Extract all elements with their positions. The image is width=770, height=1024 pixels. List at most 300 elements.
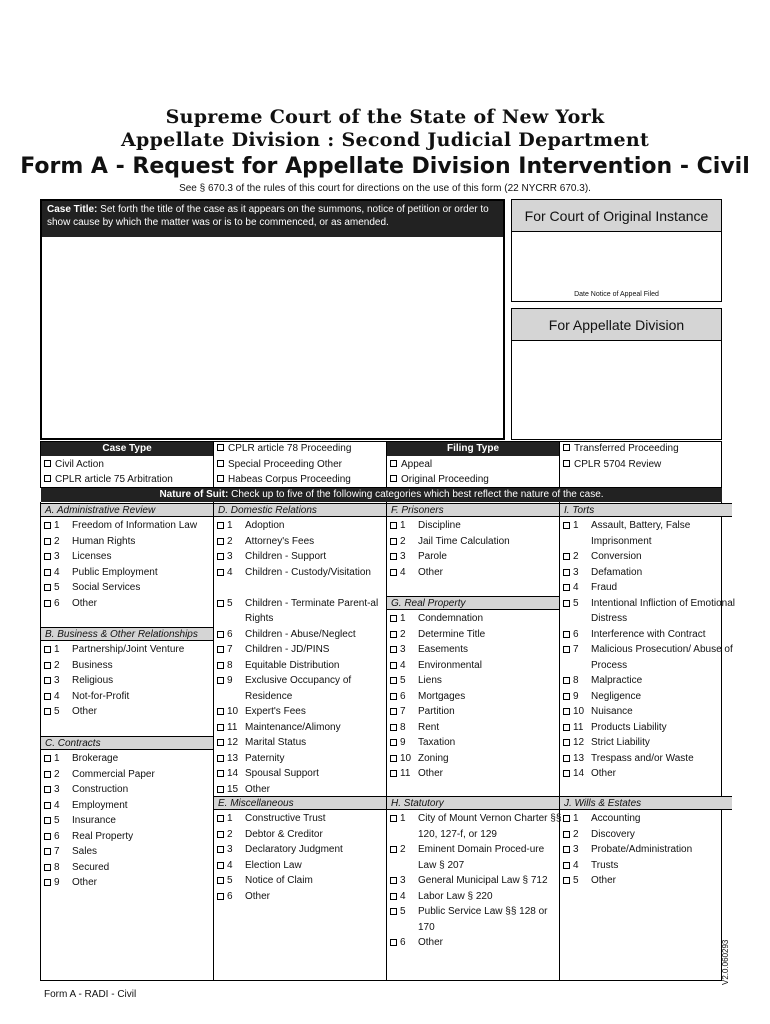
item-label: Taxation	[418, 737, 456, 748]
section-c-item-4[interactable]	[44, 798, 212, 814]
item-number: 8	[227, 659, 233, 671]
checkbox[interactable]	[563, 646, 570, 653]
item-label: Children - Abuse/Neglect	[245, 628, 356, 640]
item-label: Spousal Support	[245, 768, 319, 779]
section-d-item-1[interactable]	[217, 518, 385, 534]
section-header-a: A. Administrative Review	[41, 503, 213, 517]
item-number: 1	[54, 520, 60, 531]
checkbox[interactable]	[563, 831, 570, 838]
section-j-item-2[interactable]	[563, 827, 731, 843]
item-number: 2	[54, 768, 60, 780]
checkbox[interactable]	[44, 864, 51, 871]
case-type-habeas-corpus[interactable]: Habeas Corpus Proceeding	[217, 472, 351, 487]
checkbox[interactable]	[563, 708, 570, 715]
item-label: Strict Liability	[591, 737, 650, 748]
section-h-item-5[interactable]	[390, 904, 558, 935]
section-d-item-9[interactable]	[217, 673, 385, 704]
item-number: 14	[227, 768, 239, 779]
item-label: Zoning	[418, 752, 449, 764]
item-label: Maintenance/Alimony	[245, 721, 341, 733]
item-number: 5	[400, 675, 406, 686]
checkbox[interactable]	[217, 786, 224, 793]
section-c-item-6[interactable]	[44, 829, 212, 845]
section-d-item-8[interactable]	[217, 658, 385, 674]
section-i-item-10[interactable]	[563, 704, 731, 720]
checkbox[interactable]	[217, 724, 224, 731]
section-h-item-4[interactable]	[390, 889, 558, 905]
item-label: Defamation	[591, 566, 643, 578]
checkbox[interactable]	[390, 770, 397, 777]
checkbox[interactable]	[563, 460, 570, 467]
section-j-item-5[interactable]	[563, 873, 731, 889]
section-header-g: G. Real Property	[387, 596, 559, 610]
item-number: 12	[573, 737, 585, 748]
section-f-item-2[interactable]	[390, 534, 558, 550]
item-label: Intentional Infliction of Emotional Distress	[591, 597, 735, 624]
item-number: 4	[400, 890, 406, 902]
checkbox[interactable]	[563, 444, 570, 451]
section-b-item-5[interactable]	[44, 704, 212, 720]
checkbox[interactable]	[563, 631, 570, 638]
checkbox[interactable]	[217, 677, 224, 684]
checkbox[interactable]	[44, 677, 51, 684]
court-original-instance-title: For Court of Original Instance	[512, 200, 721, 232]
section-header-c: C. Contracts	[41, 736, 213, 750]
item-label: Malicious Prosecution/ Abuse of Process	[591, 644, 733, 671]
item-label: Other	[591, 875, 617, 886]
item-label: Exclusive Occupancy of Residence	[245, 675, 352, 702]
checkbox[interactable]	[390, 908, 397, 915]
section-d-item-2[interactable]	[217, 534, 385, 550]
checkbox[interactable]	[390, 631, 397, 638]
checkbox[interactable]	[563, 770, 570, 777]
checkbox[interactable]	[563, 600, 570, 607]
checkbox[interactable]	[390, 893, 397, 900]
section-a-item-1[interactable]	[44, 518, 212, 534]
item-label: Construction	[72, 784, 129, 795]
checkbox[interactable]	[563, 846, 570, 853]
checkbox[interactable]	[44, 755, 51, 762]
section-j-item-4[interactable]	[563, 858, 731, 874]
section-c-item-3[interactable]	[44, 782, 212, 798]
section-d-item-3[interactable]	[217, 549, 385, 565]
item-number: 14	[573, 768, 585, 779]
section-g-item-7[interactable]	[390, 704, 558, 720]
filing-type-original-proceeding[interactable]: Original Proceeding	[390, 472, 489, 487]
checkbox[interactable]	[217, 708, 224, 715]
checkbox[interactable]	[217, 662, 224, 669]
item-label: Social Services	[72, 582, 141, 593]
item-label: Real Property	[72, 830, 134, 842]
section-d-item-7[interactable]	[217, 642, 385, 658]
item-label: Business	[72, 659, 113, 671]
section-b-item-2[interactable]	[44, 658, 212, 674]
checkbox[interactable]	[217, 600, 224, 607]
item-number: 1	[54, 644, 60, 655]
checkbox[interactable]	[563, 739, 570, 746]
section-e-item-2[interactable]	[217, 827, 385, 843]
item-number: 11	[227, 721, 238, 733]
item-label: Mortgages	[418, 690, 466, 702]
court-original-instance-box	[511, 199, 722, 302]
checkbox[interactable]	[217, 739, 224, 746]
item-number: 10	[573, 706, 585, 717]
checkbox[interactable]	[217, 553, 224, 560]
checkbox[interactable]	[390, 739, 397, 746]
item-number: 2	[400, 844, 406, 855]
section-g-item-8[interactable]	[390, 720, 558, 736]
checkbox[interactable]	[563, 677, 570, 684]
section-d-item-4[interactable]	[217, 565, 385, 596]
checkbox[interactable]	[563, 755, 570, 762]
section-g-item-2[interactable]	[390, 627, 558, 643]
section-g-item-9[interactable]	[390, 735, 558, 751]
section-c-item-5[interactable]	[44, 813, 212, 829]
checkbox[interactable]	[217, 846, 224, 853]
checkbox[interactable]	[44, 600, 51, 607]
checkbox[interactable]	[44, 475, 51, 482]
section-i-item-2[interactable]	[563, 549, 731, 565]
section-g-item-6[interactable]	[390, 689, 558, 705]
section-h-item-2[interactable]	[390, 842, 558, 873]
item-label: Other	[72, 877, 98, 888]
item-number: 7	[573, 644, 579, 655]
section-d-item-11[interactable]	[217, 720, 385, 736]
section-i-item-9[interactable]	[563, 689, 731, 705]
item-label: Jail Time Calculation	[418, 535, 510, 547]
nature-of-suit-header: Nature of Suit: Check up to five of the following categories which best reflect the nature of the case.	[41, 488, 722, 502]
section-i-item-11[interactable]	[563, 720, 731, 736]
item-label: Marital Status	[245, 737, 307, 748]
item-label: Licenses	[72, 551, 112, 562]
section-g-item-5[interactable]	[390, 673, 558, 689]
section-a-item-5[interactable]	[44, 580, 212, 596]
section-i-item-8[interactable]	[563, 673, 731, 689]
checkbox[interactable]	[44, 817, 51, 824]
section-d-item-6[interactable]	[217, 627, 385, 643]
item-label: Insurance	[72, 815, 116, 826]
item-number: 11	[400, 768, 411, 779]
section-header-d: D. Domestic Relations	[214, 503, 386, 517]
item-number: 3	[573, 566, 579, 578]
item-number: 3	[400, 644, 406, 655]
item-number: 3	[400, 875, 406, 886]
item-label: Employment	[72, 799, 128, 811]
checkbox[interactable]	[44, 662, 51, 669]
checkbox[interactable]	[217, 770, 224, 777]
checkbox[interactable]	[390, 815, 397, 822]
item-number: 6	[54, 830, 60, 842]
section-b-item-3[interactable]	[44, 673, 212, 689]
item-label: Probate/Administration	[591, 844, 693, 855]
section-a-item-3[interactable]	[44, 549, 212, 565]
item-number: 7	[54, 846, 60, 857]
item-number: 4	[54, 690, 60, 702]
checkbox[interactable]	[563, 877, 570, 884]
checkbox[interactable]	[563, 553, 570, 560]
item-number: 1	[400, 813, 406, 824]
checkbox[interactable]	[217, 475, 224, 482]
checkbox[interactable]	[217, 831, 224, 838]
section-i-item-7[interactable]	[563, 642, 731, 673]
section-i-item-13[interactable]	[563, 751, 731, 767]
case-type-special-proceeding[interactable]: Special Proceeding Other	[217, 457, 342, 472]
checkbox[interactable]	[563, 862, 570, 869]
checkbox[interactable]	[217, 862, 224, 869]
item-label: City of Mount Vernon Charter §§ 120, 127-f, or 129	[418, 813, 562, 840]
case-type-cplr-78[interactable]: CPLR article 78 Proceeding	[217, 441, 351, 456]
checkbox[interactable]	[44, 833, 51, 840]
case-title-box	[40, 199, 505, 440]
checkbox[interactable]	[217, 646, 224, 653]
section-i-item-4[interactable]	[563, 580, 731, 596]
section-e-item-1[interactable]	[217, 811, 385, 827]
item-label: Trusts	[591, 859, 619, 871]
checkbox[interactable]	[217, 893, 224, 900]
item-number: 10	[227, 706, 239, 717]
checkbox[interactable]	[44, 802, 51, 809]
section-c-item-1[interactable]	[44, 751, 212, 767]
filing-type-appeal[interactable]: Appeal	[390, 457, 432, 472]
section-c-item-9[interactable]	[44, 875, 212, 891]
item-number: 5	[573, 597, 579, 609]
item-label: Condemnation	[418, 613, 484, 624]
checkbox[interactable]	[390, 569, 397, 576]
section-d-item-5[interactable]	[217, 596, 385, 627]
checkbox[interactable]	[390, 877, 397, 884]
item-number: 1	[227, 520, 233, 531]
section-header-j: J. Wills & Estates	[560, 796, 732, 810]
item-number: 2	[573, 828, 579, 840]
item-number: 6	[400, 937, 406, 948]
item-label: Children - Custody/Visitation	[245, 566, 371, 578]
item-label: Constructive Trust	[245, 813, 326, 824]
item-label: Other	[245, 783, 271, 795]
item-label: General Municipal Law § 712	[418, 875, 548, 886]
case-type-civil-action[interactable]: Civil Action	[44, 457, 104, 472]
item-number: 9	[227, 675, 233, 686]
checkbox[interactable]	[44, 646, 51, 653]
checkbox[interactable]	[390, 939, 397, 946]
item-number: 2	[227, 535, 233, 547]
item-number: 1	[227, 813, 233, 824]
checkbox[interactable]	[390, 538, 397, 545]
item-label: Debtor & Creditor	[245, 828, 323, 840]
section-b-item-4[interactable]	[44, 689, 212, 705]
section-e-item-5[interactable]	[217, 873, 385, 889]
item-label: Labor Law § 220	[418, 890, 493, 902]
item-label: Other	[245, 890, 271, 902]
item-label: Discipline	[418, 520, 461, 531]
section-c-item-8[interactable]	[44, 860, 212, 876]
checkbox[interactable]	[390, 553, 397, 560]
checkbox[interactable]	[563, 522, 570, 529]
item-number: 3	[54, 551, 60, 562]
appellate-division-field[interactable]	[512, 341, 721, 439]
checkbox[interactable]	[390, 708, 397, 715]
section-header-b: B. Business & Other Relationships	[41, 627, 213, 641]
checkbox[interactable]	[390, 662, 397, 669]
section-i-item-6[interactable]	[563, 627, 731, 643]
section-header-e: E. Miscellaneous	[214, 796, 386, 810]
checkbox[interactable]	[44, 569, 51, 576]
item-label: Fraud	[591, 582, 618, 593]
item-number: 7	[400, 706, 406, 717]
checkbox[interactable]	[217, 877, 224, 884]
case-type-cplr-75[interactable]: CPLR article 75 Arbitration	[44, 472, 173, 487]
item-number: 2	[400, 628, 406, 640]
section-f-item-1[interactable]	[390, 518, 558, 534]
item-number: 6	[227, 890, 233, 902]
section-d-item-15[interactable]	[217, 782, 385, 798]
item-label: Eminent Domain Proced-ure Law § 207	[418, 844, 545, 871]
section-a-item-6[interactable]	[44, 596, 212, 612]
section-i-item-14[interactable]	[563, 766, 731, 782]
item-number: 2	[227, 828, 233, 840]
item-label: Assault, Battery, False Imprisonment	[591, 520, 691, 547]
section-d-item-12[interactable]	[217, 735, 385, 751]
checkbox[interactable]	[217, 538, 224, 545]
section-c-item-7[interactable]	[44, 844, 212, 860]
court-original-instance-field[interactable]	[512, 232, 721, 282]
form-footer: Form A - RADI - Civil	[44, 989, 137, 1000]
item-number: 1	[54, 753, 60, 764]
section-j-item-1[interactable]	[563, 811, 731, 827]
checkbox[interactable]	[44, 848, 51, 855]
item-number: 4	[573, 582, 579, 593]
checkbox[interactable]	[44, 553, 51, 560]
checkbox[interactable]	[217, 815, 224, 822]
form-version: V2.0.060293	[721, 939, 730, 985]
checkbox[interactable]	[390, 646, 397, 653]
checkbox[interactable]	[390, 677, 397, 684]
item-number: 2	[54, 535, 60, 547]
item-number: 10	[400, 752, 412, 764]
section-g-item-1[interactable]	[390, 611, 558, 627]
section-i-item-3[interactable]	[563, 565, 731, 581]
checkbox[interactable]	[390, 522, 397, 529]
checkbox[interactable]	[217, 631, 224, 638]
section-i-item-12[interactable]	[563, 735, 731, 751]
section-j-item-3[interactable]	[563, 842, 731, 858]
section-i-item-1[interactable]	[563, 518, 731, 549]
checkbox[interactable]	[44, 460, 51, 467]
checkbox[interactable]	[44, 879, 51, 886]
checkbox[interactable]	[563, 693, 570, 700]
section-h-item-3[interactable]	[390, 873, 558, 889]
checkbox[interactable]	[44, 786, 51, 793]
section-f-item-3[interactable]	[390, 549, 558, 565]
item-number: 5	[227, 597, 233, 609]
filing-type-cplr-5704[interactable]: CPLR 5704 Review	[563, 457, 661, 472]
appellate-division-box	[511, 308, 722, 440]
checkbox[interactable]	[217, 522, 224, 529]
checkbox[interactable]	[390, 693, 397, 700]
section-d-item-13[interactable]	[217, 751, 385, 767]
case-title-instructions: Case Title: Set forth the title of the case as it appears on the summons, notice of petition or order to show cause by which the matter was or is to be commenced, or as amended.	[42, 201, 503, 237]
checkbox[interactable]	[390, 475, 397, 482]
section-e-item-4[interactable]	[217, 858, 385, 874]
item-number: 5	[227, 875, 233, 886]
checkbox[interactable]	[390, 724, 397, 731]
filing-type-transferred[interactable]: Transferred Proceeding	[563, 441, 679, 456]
checkbox[interactable]	[44, 693, 51, 700]
item-label: Rent	[418, 721, 440, 733]
checkbox[interactable]	[563, 569, 570, 576]
item-number: 5	[54, 815, 60, 826]
section-g-item-4[interactable]	[390, 658, 558, 674]
item-label: Products Liability	[591, 721, 667, 733]
date-notice-of-appeal-label: Date Notice of Appeal Filed	[574, 291, 659, 298]
item-label: Brokerage	[72, 753, 119, 764]
item-number: 6	[400, 690, 406, 702]
checkbox[interactable]	[390, 460, 397, 467]
checkbox[interactable]	[44, 771, 51, 778]
item-number: 9	[573, 690, 579, 702]
checkbox[interactable]	[390, 755, 397, 762]
checkbox[interactable]	[217, 444, 224, 451]
item-label: Election Law	[245, 859, 302, 871]
checkbox[interactable]	[390, 615, 397, 622]
item-number: 6	[227, 628, 233, 640]
item-label: Attorney's Fees	[245, 535, 315, 547]
section-h-item-6[interactable]	[390, 935, 558, 951]
checkbox[interactable]	[563, 724, 570, 731]
section-e-item-6[interactable]	[217, 889, 385, 905]
item-label: Malpractice	[591, 675, 643, 686]
checkbox[interactable]	[563, 584, 570, 591]
section-g-item-3[interactable]	[390, 642, 558, 658]
case-title-field[interactable]	[42, 237, 503, 440]
item-label: Children - Support	[245, 551, 327, 562]
item-number: 3	[227, 844, 233, 855]
item-label: Paternity	[245, 752, 285, 764]
section-f-item-4[interactable]	[390, 565, 558, 581]
checkbox[interactable]	[217, 460, 224, 467]
checkbox[interactable]	[390, 846, 397, 853]
section-d-item-10[interactable]	[217, 704, 385, 720]
section-a-item-4[interactable]	[44, 565, 212, 581]
item-number: 11	[573, 721, 584, 733]
section-d-item-14[interactable]	[217, 766, 385, 782]
item-label: Expert's Fees	[245, 706, 306, 717]
item-label: Other	[591, 768, 617, 779]
checkbox[interactable]	[44, 522, 51, 529]
checkbox[interactable]	[44, 584, 51, 591]
section-e-item-3[interactable]	[217, 842, 385, 858]
item-number: 4	[573, 859, 579, 871]
item-number: 13	[227, 752, 239, 764]
item-label: Not-for-Profit	[72, 690, 130, 702]
checkbox[interactable]	[217, 755, 224, 762]
section-g-item-11[interactable]	[390, 766, 558, 782]
section-g-item-10[interactable]	[390, 751, 558, 767]
section-c-item-2[interactable]	[44, 767, 212, 783]
item-label: Public Service Law §§ 128 or 170	[418, 906, 548, 933]
checkbox[interactable]	[563, 815, 570, 822]
section-b-item-1[interactable]	[44, 642, 212, 658]
section-h-item-1[interactable]	[390, 811, 562, 842]
section-a-item-2[interactable]	[44, 534, 212, 550]
checkbox[interactable]	[44, 708, 51, 715]
checkbox[interactable]	[44, 538, 51, 545]
item-number: 7	[227, 644, 233, 655]
item-label: Parole	[418, 551, 447, 562]
checkbox[interactable]	[217, 569, 224, 576]
section-i-item-5[interactable]	[563, 596, 735, 627]
item-number: 1	[400, 520, 406, 531]
item-number: 3	[54, 675, 60, 686]
